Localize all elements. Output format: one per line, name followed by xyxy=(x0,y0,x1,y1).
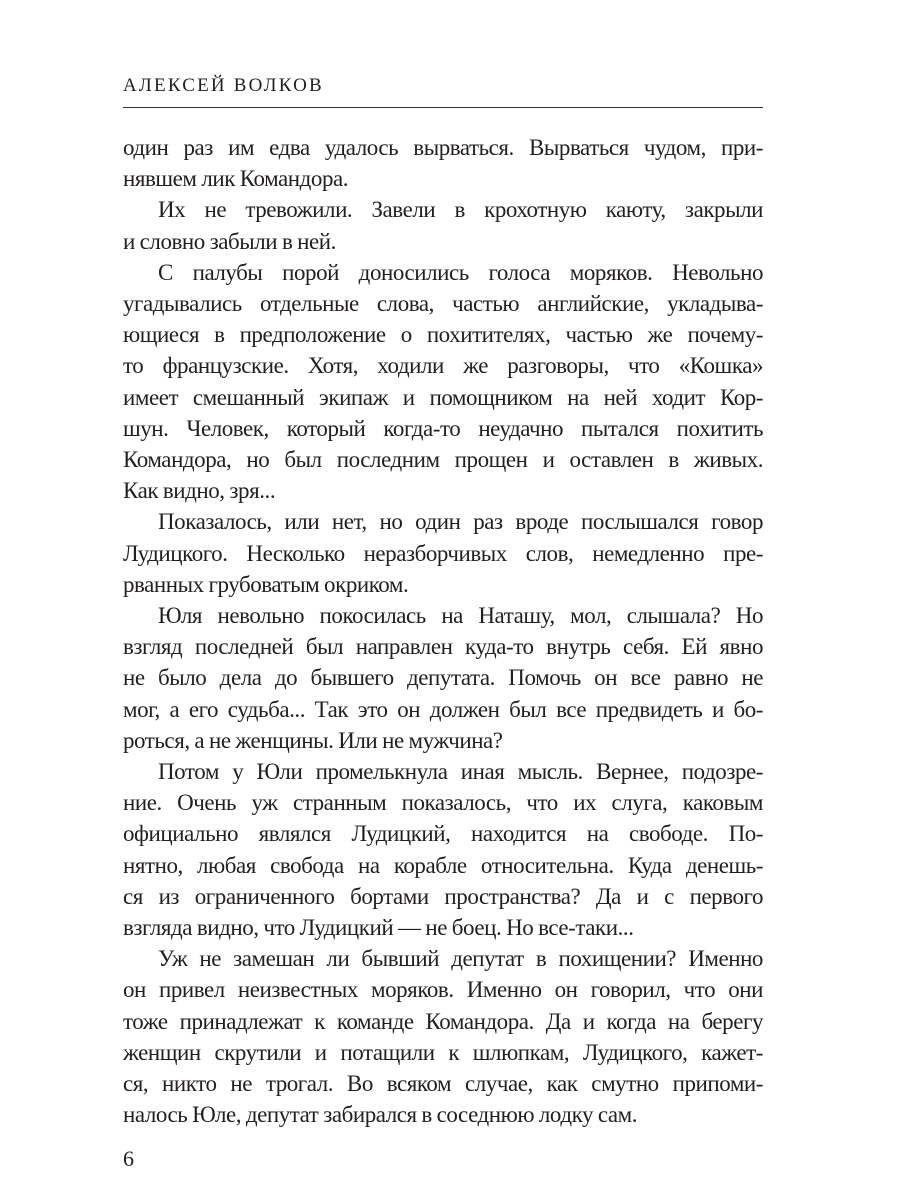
text-line: ся из ограниченного бортами пространства? Да и с первого xyxy=(123,883,763,909)
running-head: АЛЕКСЕЙ ВОЛКОВ xyxy=(123,75,324,96)
text-line: ся, никто не трогал. Во всяком случае, как смутно припоми- xyxy=(123,1071,763,1097)
text-line: угадывались отдельные слова, частью английские, укладыва- xyxy=(123,291,763,317)
text-line: и словно забыли в ней. xyxy=(123,228,336,254)
text-line: Командора, но был последним прощен и оставлен в живых. xyxy=(123,447,763,473)
text-line: Потом у Юли промелькнула иная мысль. Вернее, подозре- xyxy=(158,759,763,785)
text-line: официально являлся Лудицкий, находится на свободе. По- xyxy=(123,821,763,847)
paragraph xyxy=(123,756,763,943)
body-text xyxy=(123,132,763,1131)
paragraph xyxy=(123,943,763,1130)
text-line: взгляд последней был направлен куда-то внутрь себя. Ей явно xyxy=(123,634,763,660)
text-line: С палубы порой доносились голоса моряков. Невольно xyxy=(158,259,763,285)
text-line: Их не тревожили. Завели в крохотную каюту, закрыли xyxy=(158,197,763,223)
header-rule xyxy=(123,107,763,108)
text-line: мог, а его судьба... Так это он должен был все предвидеть и бо- xyxy=(123,696,763,722)
text-line: Показалось, или нет, но один раз вроде послышался говор xyxy=(158,509,763,535)
page-number: 6 xyxy=(123,1145,134,1171)
text-column xyxy=(123,132,763,1173)
text-line: Уж не замешан ли бывший депутат в похищении? Именно xyxy=(158,946,763,972)
paragraph xyxy=(123,600,763,756)
paragraph xyxy=(123,257,763,507)
paragraph xyxy=(123,506,763,600)
text-line: нявшем лик Командора. xyxy=(123,166,349,192)
text-line: тоже принадлежат к команде Командора. Да и когда на берегу xyxy=(123,1008,763,1034)
text-line: Как видно, зря... xyxy=(123,478,276,504)
text-line: роться, а не женщины. Или не мужчина? xyxy=(123,727,503,753)
text-line: один раз им едва удалось вырваться. Вырваться чудом, при- xyxy=(123,135,763,160)
text-line: ющиеся в предположение о похитителях, частью же почему- xyxy=(123,322,763,348)
text-line: рванных грубоватым окриком. xyxy=(123,571,409,597)
text-line: женщин скрутили и потащили к шлюпкам, Лудицкого, кажет- xyxy=(123,1039,763,1065)
paragraph xyxy=(123,194,763,256)
text-line: налось Юле, депутат забирался в соседнюю лодку сам. xyxy=(123,1102,638,1128)
text-line: шун. Человек, который когда-то неудачно пытался похитить xyxy=(123,415,763,441)
text-line: Юля невольно покосилась на Наташу, мол, слышала? Но xyxy=(158,603,763,629)
text-line: не было дела до бывшего депутата. Помочь он все равно не xyxy=(123,665,763,691)
text-line: то французские. Хотя, ходили же разговоры, что «Кошка» xyxy=(123,353,763,379)
text-line: он привел неизвестных моряков. Именно он говорил, что они xyxy=(123,977,763,1003)
paragraph xyxy=(123,132,763,194)
text-line: ние. Очень уж странным показалось, что их слуга, каковым xyxy=(123,790,763,816)
text-line: взгляда видно, что Лудицкий — не боец. Но все-таки... xyxy=(123,915,634,941)
text-line: нятно, любая свобода на корабле относительна. Куда денешь- xyxy=(123,852,763,878)
text-line: имеет смешанный экипаж и помощником на ней ходит Кор- xyxy=(123,384,763,410)
text-line: Лудицкого. Несколько неразборчивых слов, немедленно пре- xyxy=(123,540,763,566)
